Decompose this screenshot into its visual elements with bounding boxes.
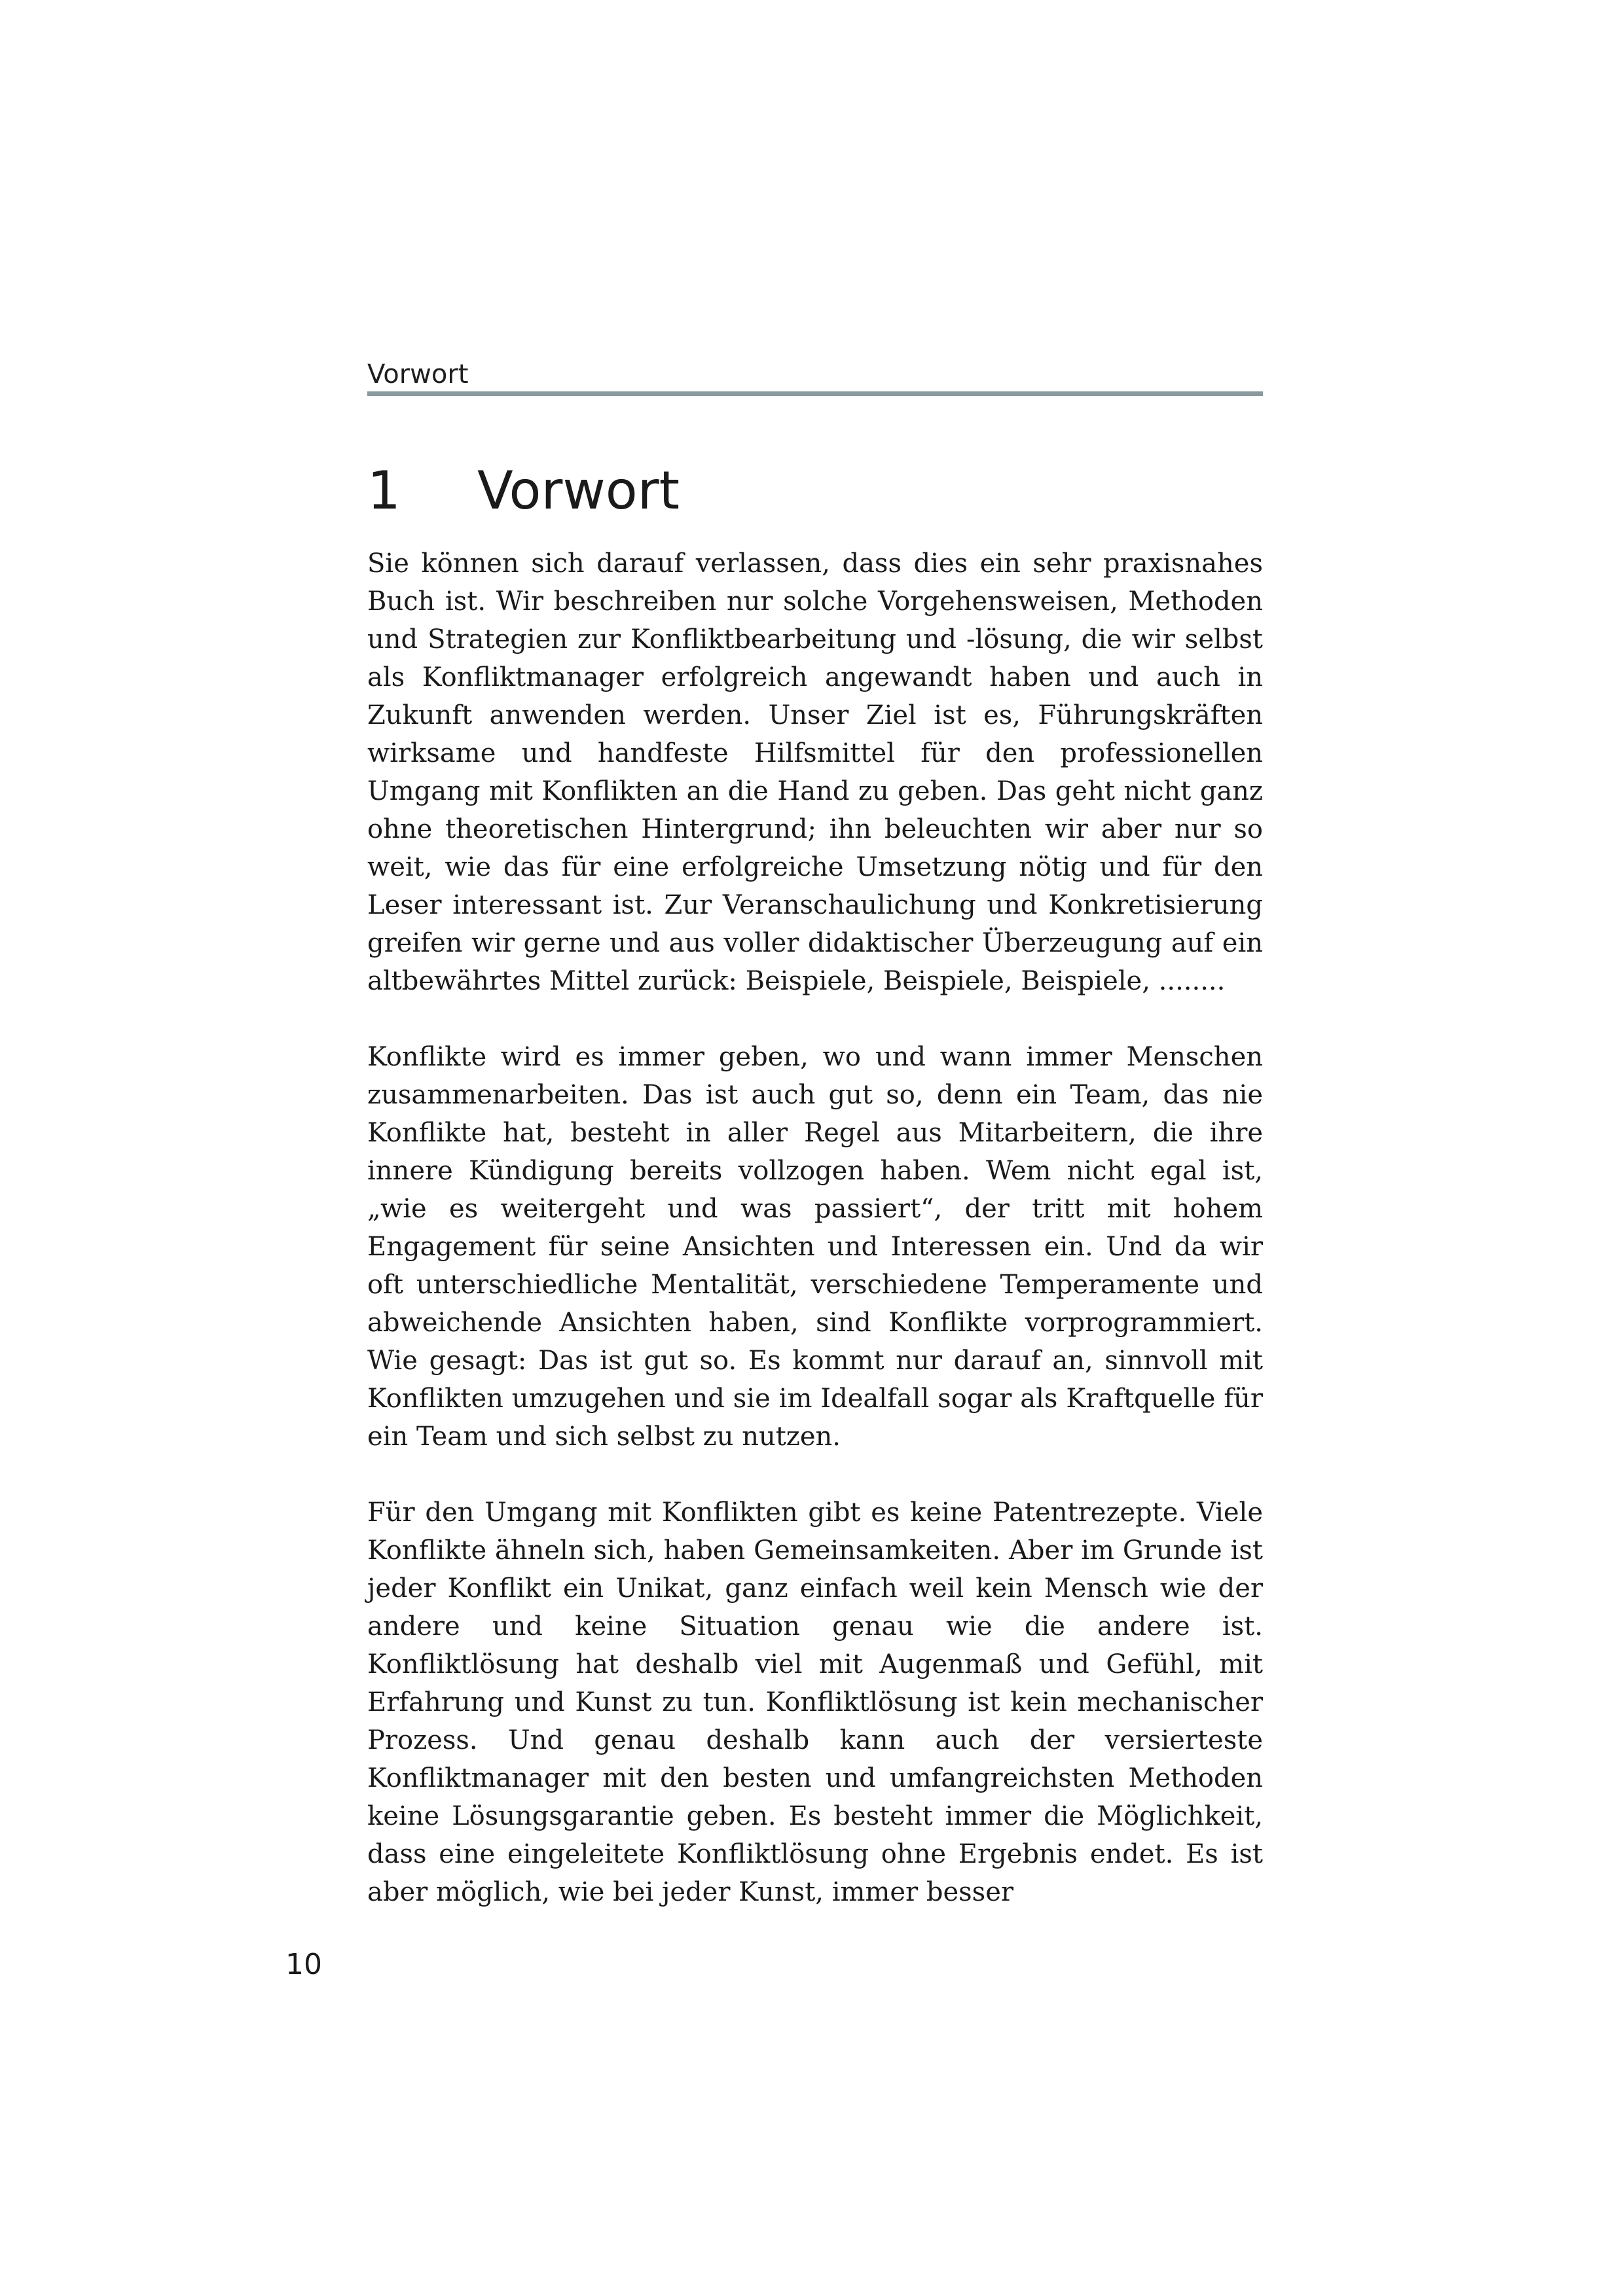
paragraph-1: Sie können sich darauf verlassen, dass dies ein sehr praxisnahes Buch ist. Wir beschreiben nur solche Vorgehensweisen, Methoden und Strategien zur Konfliktbearbeitung und -lösung, die wir selbst als Konfliktmanager erfolgreich angewandt haben und auch in Zukunft anwenden werden. Unser Ziel ist es, Führungskräften wirksame und handfeste Hilfsmittel für den professionellen Umgang mit Konflikten an die Hand zu geben. Das geht nicht ganz ohne theoretischen Hintergrund; ihn beleuchten wir aber nur so weit, wie das für eine erfolgreiche Umsetzung nötig und für den Leser interessant ist. Zur Veranschaulichung und Konkretisierung greifen wir gerne und aus voller didaktischer Überzeugung auf ein altbewährtes Mittel zurück: Beispiele, Beispiele, Beispiele, ........ bbox=[367, 548, 1263, 996]
body-text bbox=[367, 545, 1263, 1949]
paragraph-3: Für den Umgang mit Konflikten gibt es keine Patentrezepte. Viele Konflikte ähneln sich, haben Gemeinsamkeiten. Aber im Grunde ist jeder Konflikt ein Unikat, ganz einfach weil kein Mensch wie der andere und keine Situation genau wie die andere ist. Konfliktlösung hat deshalb viel mit Augenmaß und Gefühl, mit Erfahrung und Kunst zu tun. Konfliktlösung ist kein mechanischer Prozess. Und genau deshalb kann auch der versierteste Konfliktmanager mit den besten und umfangreichsten Methoden keine Lösungsgarantie geben. Es besteht immer die Möglichkeit, dass eine eingeleitete Konfliktlösung ohne Ergebnis endet. Es ist aber möglich, wie bei jeder Kunst, immer besser bbox=[367, 1498, 1263, 1907]
paragraph-2: Konflikte wird es immer geben, wo und wann immer Menschen zusammenarbeiten. Das ist auch gut so, denn ein Team, das nie Konflikte hat, besteht in aller Regel aus Mitarbeitern, die ihre innere Kündigung bereits vollzogen haben. Wem nicht egal ist, „wie es weitergeht und was passiert“, der tritt mit hohem Engagement für seine Ansichten und Interessen ein. Und da wir oft unterschiedliche Mentalität, verschiedene Temperamente und abweichende Ansichten haben, sind Konflikte vorprogrammiert. Wie gesagt: Das ist gut so. Es kommt nur darauf an, sinnvoll mit Konflikten umzugehen und sie im Idealfall sogar als Kraftquelle für ein Team und sich selbst zu nutzen. bbox=[367, 1042, 1263, 1452]
chapter-number: 1 bbox=[367, 460, 401, 521]
chapter-title bbox=[367, 458, 1263, 524]
page-number: 10 bbox=[285, 1948, 322, 1981]
running-header: Vorwort bbox=[367, 359, 469, 389]
chapter-title-text: Vorwort bbox=[477, 460, 680, 521]
header-rule bbox=[367, 391, 1263, 396]
